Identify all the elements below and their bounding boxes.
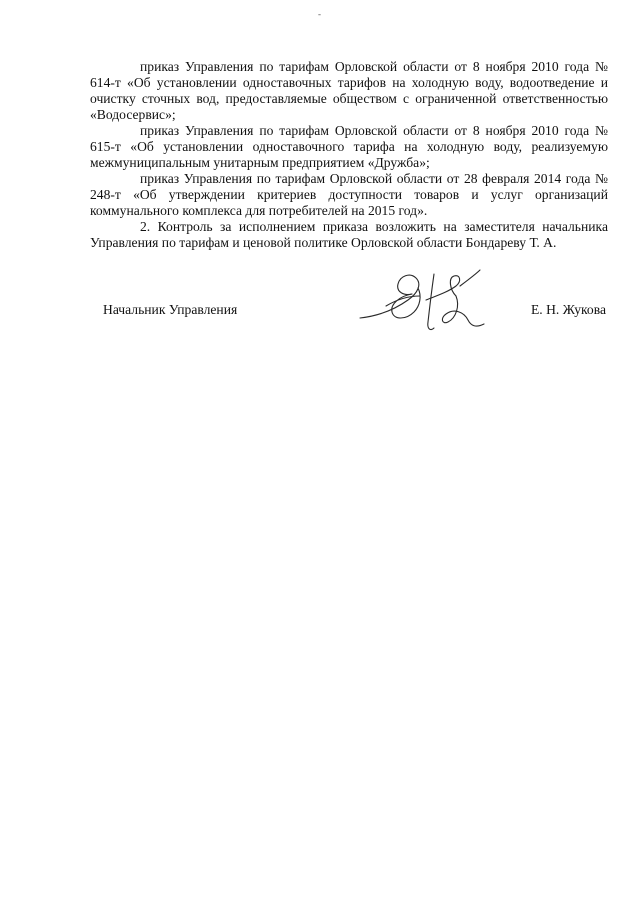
paragraph-order-248: приказ Управления по тарифам Орловской области от 28 февраля 2014 года № 248-т «Об утверждении критериев доступности товаров и услуг организаций коммунального комплекса для потребителей на 2015 год».: [90, 171, 608, 218]
paragraph-control-clause: 2. Контроль за исполнением приказа возложить на заместителя начальника Управления по тарифам и ценовой политике Орловской области Бондареву Т. А.: [90, 219, 608, 250]
page-top-mark: -: [318, 9, 321, 19]
signatory-position: Начальник Управления: [103, 302, 238, 317]
paragraph-order-614: приказ Управления по тарифам Орловской области от 8 ноября 2010 года № 614-т «Об установлении одноставочных тарифов на холодную воду, водоотведение и очистку сточных вод, предоставляемые обществом с ограниченной ответственностью «Водосервис»;: [90, 59, 608, 122]
paragraph-order-615: приказ Управления по тарифам Орловской области от 8 ноября 2010 года № 615-т «Об установлении одноставочного тарифа на холодную воду, реализуемую межмуниципальным унитарным предприятием «Дружба»;: [90, 123, 608, 170]
document-body: [90, 59, 608, 251]
handwritten-signature: [356, 266, 496, 338]
signatory-name: Е. Н. Жукова: [530, 302, 606, 317]
